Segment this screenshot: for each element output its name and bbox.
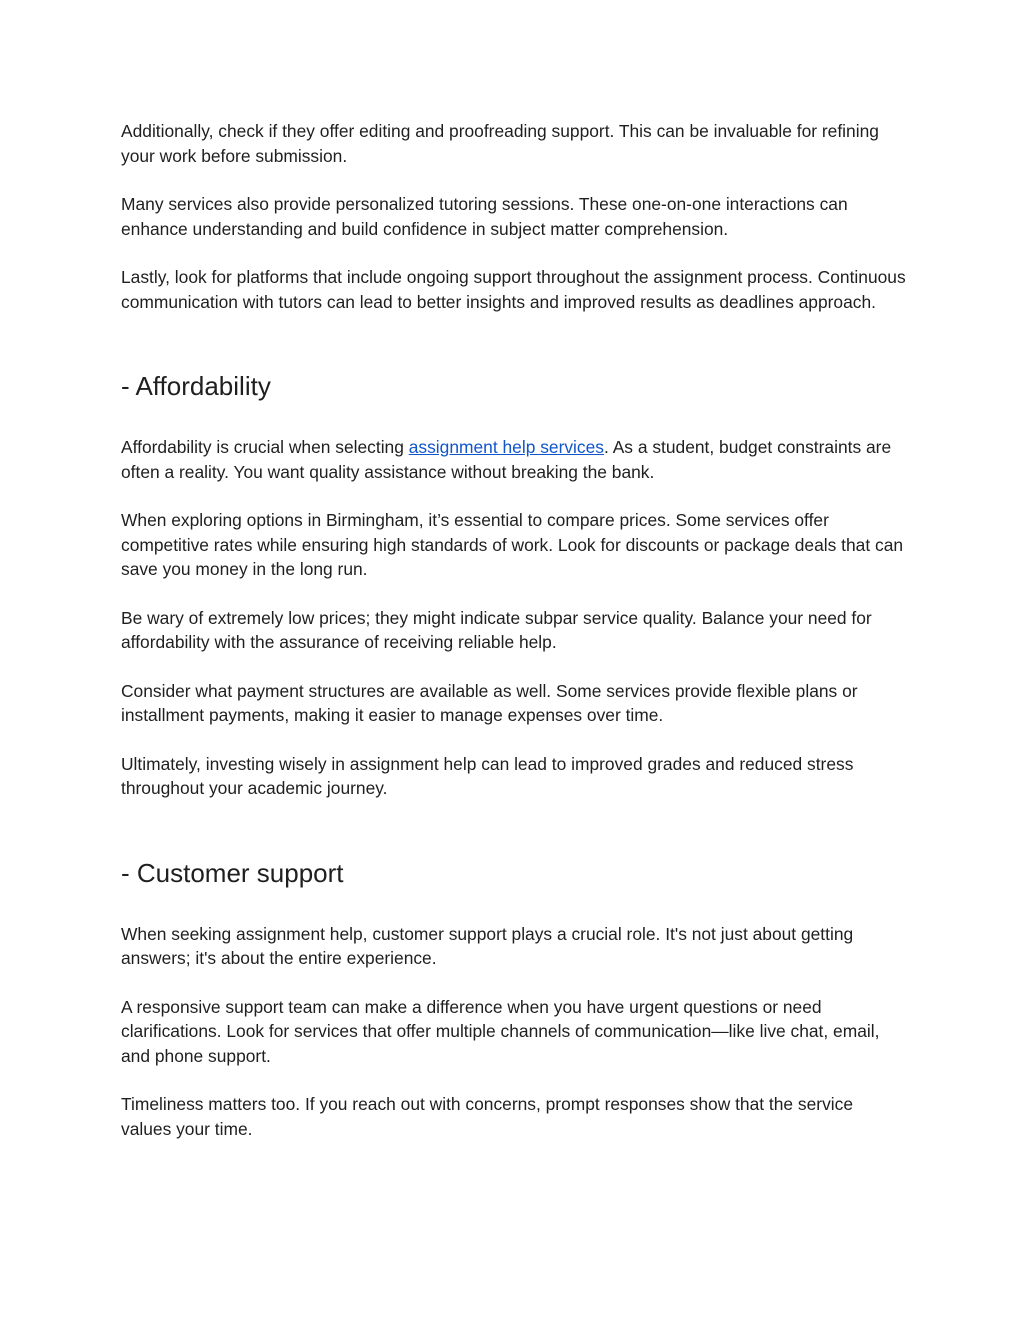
affordability-paragraph-4: Consider what payment structures are available as well. Some services provide flexible plans or installment payments, making it easier to manage expenses over time.	[121, 680, 858, 725]
affordability-paragraph-5: Ultimately, investing wisely in assignment help can lead to improved grades and reduced stress throughout your academic journey.	[121, 753, 854, 798]
heading-customer-support: - Customer support	[121, 857, 344, 888]
affordability-p1-text-after: . As a student, budget constraints are often a reality. You want quality assistance without breaking the bank.	[121, 437, 892, 482]
intro-paragraph-tutoring: Many services also provide personalized tutoring sessions. These one-on-one interactions can enhance understanding and build confidence in subject matter comprehension.	[121, 194, 848, 239]
heading-affordability: - Affordability	[121, 371, 271, 401]
customer-support-paragraph-2: A responsive support team can make a difference when you have urgent questions or need clarifications. Look for services that offer multiple channels of communication—like live chat, email, and phone support.	[121, 996, 880, 1066]
intro-paragraph-ongoing-support: Lastly, look for platforms that include ongoing support throughout the assignment process. Continuous communication with tutors can lead to better insights and improved results as deadlines approach.	[121, 267, 906, 312]
assignment-help-services-link[interactable]: assignment help services	[408, 437, 604, 457]
document-body	[121, 119, 907, 1165]
intro-paragraph-editing: Additionally, check if they offer editing and proofreading support. This can be invaluable for refining your work before submission.	[121, 121, 879, 166]
affordability-paragraph-3: Be wary of extremely low prices; they might indicate subpar service quality. Balance your need for affordability with the assurance of receiving reliable help.	[121, 607, 872, 652]
customer-support-paragraph-3: Timeliness matters too. If you reach out with concerns, prompt responses show that the service values your time.	[121, 1094, 854, 1139]
customer-support-paragraph-1: When seeking assignment help, customer support plays a crucial role. It's not just about getting answers; it's about the entire experience.	[121, 923, 854, 968]
affordability-paragraph-2: When exploring options in Birmingham, it’s essential to compare prices. Some services offer competitive rates while ensuring high standards of work. Look for discounts or package deals that can save you money in the long run.	[121, 510, 904, 579]
affordability-paragraph-1	[121, 435, 907, 484]
affordability-p1-text-before: Affordability is crucial when selecting	[121, 437, 409, 457]
